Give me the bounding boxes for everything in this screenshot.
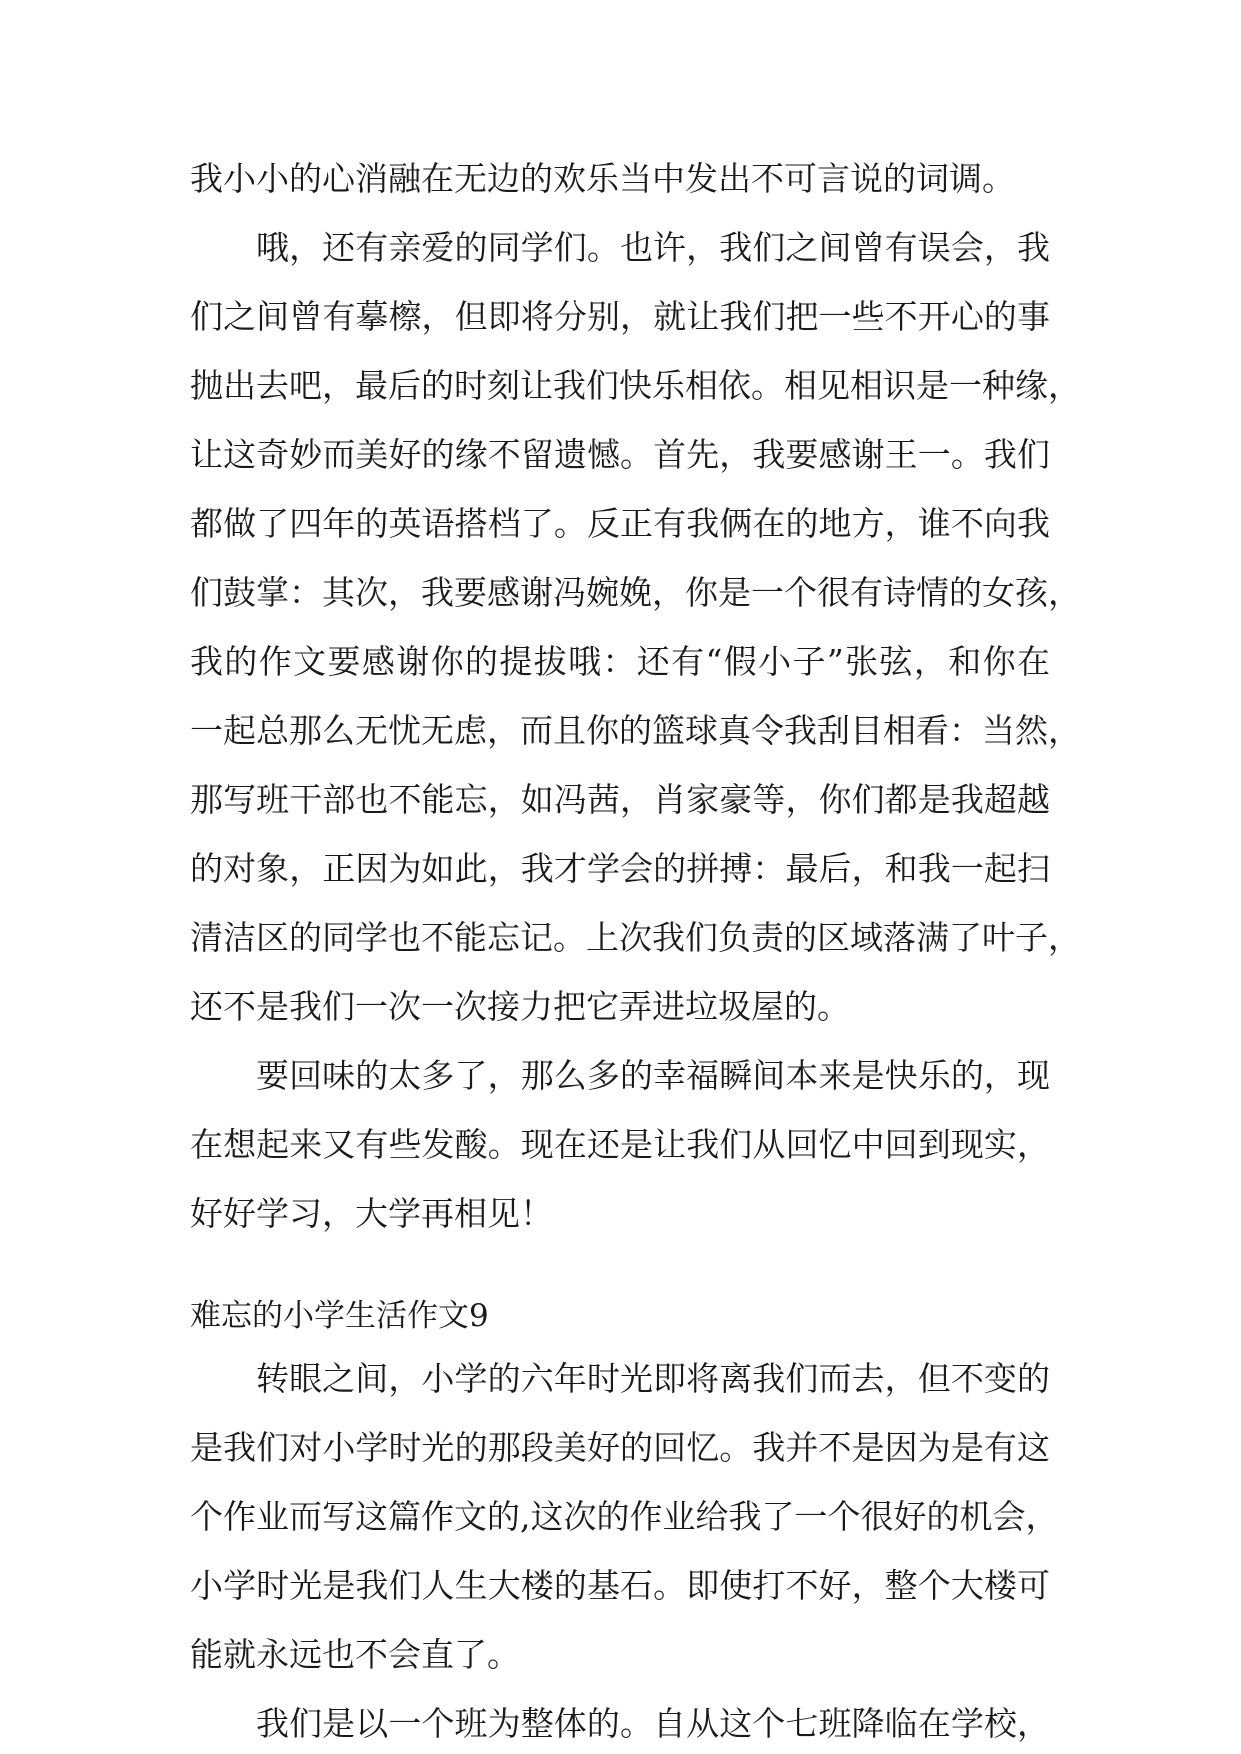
paragraph-line: 抛出去吧，最后的时刻让我们快乐相依。相见相识是一种缘， <box>190 366 1081 405</box>
paragraph-line: 小学时光是我们人生大楼的基石。即使打不好，整个大楼可 <box>190 1566 1050 1605</box>
paragraph-line: 我的作文要感谢你的提拔哦：还有“假小子”张弦，和你在 <box>190 642 1050 681</box>
paragraph-line: 我们是以一个班为整体的。自从这个七班降临在学校， <box>256 1704 1050 1743</box>
paragraph-line: 清洁区的同学也不能忘记。上次我们负责的区域落满了叶子， <box>190 918 1081 957</box>
paragraph-line: 好好学习，大学再相见！ <box>190 1194 553 1233</box>
paragraph-line: 还不是我们一次一次接力把它弄进垃圾屋的。 <box>190 987 850 1026</box>
paragraph-line: 在想起来又有些发酸。现在还是让我们从回忆中回到现实， <box>190 1125 1050 1164</box>
paragraph-line: 那写班干部也不能忘，如冯茜，肖家豪等，你们都是我超越 <box>190 780 1050 819</box>
paragraph-line: 哦，还有亲爱的同学们。也许，我们之间曾有误会，我 <box>256 228 1050 267</box>
paragraph-line: 是我们对小学时光的那段美好的回忆。我并不是因为是有这 <box>190 1428 1050 1467</box>
paragraph-line: 让这奇妙而美好的缘不留遗憾。首先，我要感谢王一。我们 <box>190 435 1050 474</box>
paragraph-line: 都做了四年的英语搭档了。反正有我俩在的地方，谁不向我 <box>190 504 1050 543</box>
paragraph-line: 个作业而写这篇作文的,这次的作业给我了一个很好的机会， <box>190 1497 1059 1536</box>
paragraph-line: 的对象，正因为如此，我才学会的拼搏：最后，和我一起扫 <box>190 849 1050 888</box>
paragraph-line: 能就永远也不会直了。 <box>190 1635 520 1674</box>
paragraph-line: 我小小的心消融在无边的欢乐当中发出不可言说的词调。 <box>190 159 1015 198</box>
paragraph-line: 们鼓掌：其次，我要感谢冯婉娩，你是一个很有诗情的女孩， <box>190 573 1081 612</box>
paragraph-line: 们之间曾有摹檫，但即将分别，就让我们把一些不开心的事 <box>190 297 1050 336</box>
paragraph-line: 要回味的太多了，那么多的幸福瞬间本来是快乐的，现 <box>256 1056 1050 1095</box>
paragraph-line: 一起总那么无忧无虑，而且你的篮球真令我刮目相看：当然， <box>190 711 1081 750</box>
paragraph-line: 转眼之间，小学的六年时光即将离我们而去，但不变的 <box>256 1359 1050 1398</box>
section-heading: 难忘的小学生活作文9 <box>190 1298 489 1334</box>
